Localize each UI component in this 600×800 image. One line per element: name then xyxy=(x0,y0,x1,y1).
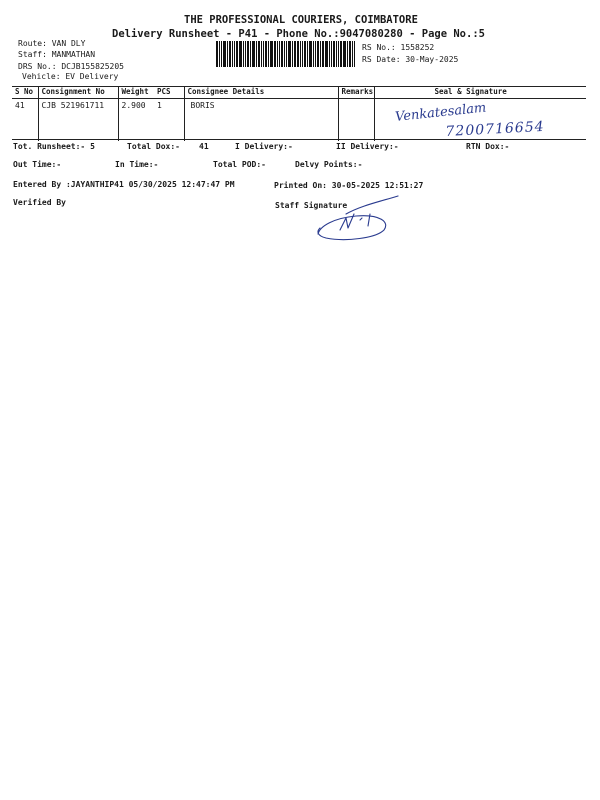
delvy-points: Delvy Points:- xyxy=(295,160,363,169)
barcode-bar xyxy=(256,41,257,67)
cell-remarks xyxy=(338,99,374,142)
staff-signature-label: Staff Signature xyxy=(275,201,348,210)
col-header-remarks: Remarks xyxy=(338,87,374,99)
receiver-phone-handwriting: 7200716654 xyxy=(445,118,545,140)
rs-number: RS No.: 1558252 xyxy=(362,43,435,52)
barcode-bar xyxy=(313,41,314,67)
barcode-bar xyxy=(268,41,269,67)
barcode-bar xyxy=(352,41,353,67)
barcode-bar xyxy=(229,41,231,67)
barcode-bar xyxy=(322,41,324,67)
barcode-bar xyxy=(216,41,218,67)
barcode-bar xyxy=(250,41,251,67)
barcode-bar xyxy=(288,41,291,67)
barcode-bar xyxy=(349,41,351,67)
barcode-bar xyxy=(297,41,299,67)
total-pod: Total POD:- xyxy=(213,160,266,169)
cell-weight: 2.900 xyxy=(118,99,154,142)
barcode-bar xyxy=(227,41,228,67)
barcode-bar xyxy=(277,41,278,67)
verified-by: Verified By xyxy=(13,198,66,207)
rtn-dox: RTN Dox:- xyxy=(466,142,510,151)
barcode-bar xyxy=(219,41,220,67)
barcode-bar xyxy=(300,41,301,67)
col-header-consignment: Consignment No xyxy=(38,87,118,99)
i-delivery: I Delivery:- xyxy=(235,142,293,151)
barcode-bar xyxy=(284,41,285,67)
total-dox-value: 41 xyxy=(199,142,209,151)
barcode-bar xyxy=(294,41,296,67)
cell-consignee: BORIS xyxy=(184,99,338,142)
barcode-bar xyxy=(263,41,264,67)
barcode-bar xyxy=(252,41,255,67)
col-header-consignee: Consignee Details xyxy=(184,87,338,99)
table-bottom-rule xyxy=(12,139,586,140)
barcode-bar xyxy=(221,41,222,67)
col-header-seal: Seal & Signature xyxy=(374,87,586,99)
barcode-bar xyxy=(265,41,267,67)
barcode-bar xyxy=(354,41,355,67)
barcode-bar xyxy=(243,41,244,67)
barcode-bar xyxy=(343,41,346,67)
barcode-bar xyxy=(320,41,321,67)
barcode-bar xyxy=(302,41,303,67)
barcode-bar xyxy=(307,41,308,67)
barcode-bar xyxy=(261,41,262,67)
col-header-pcs: PCS xyxy=(154,87,184,99)
barcode-bar xyxy=(281,41,283,67)
out-time: Out Time:- xyxy=(13,160,62,169)
company-title: THE PROFESSIONAL COURIERS, COIMBATORE xyxy=(184,14,418,26)
barcode-bar xyxy=(258,41,260,67)
table-header-row xyxy=(12,87,586,99)
barcode-bar xyxy=(274,41,276,67)
vehicle-label: Vehicle: EV Delivery xyxy=(22,72,119,81)
barcode-bar xyxy=(286,41,287,67)
staff-label: Staff: MANMATHAN xyxy=(18,50,96,59)
in-time: In Time:- xyxy=(115,160,159,169)
barcode-bar xyxy=(333,41,335,67)
barcode-bar xyxy=(245,41,246,67)
barcode-bar xyxy=(232,41,233,67)
barcode-bar xyxy=(292,41,293,67)
drs-number: DRS No.: DCJB155825205 xyxy=(18,62,124,71)
barcode-bar xyxy=(247,41,249,67)
cell-pcs: 1 xyxy=(157,101,162,110)
staff-signature-scribble xyxy=(316,196,406,246)
entered-by: Entered By :JAYANTHIP41 05/30/2025 12:47:47 PM xyxy=(13,180,235,189)
runsheet-title: Delivery Runsheet - P41 - Phone No.:9047080280 - Page No.:5 xyxy=(112,28,485,40)
barcode-bar xyxy=(315,41,316,67)
col-header-sno: S No xyxy=(12,87,38,99)
barcode-bar xyxy=(304,41,306,67)
ii-delivery: II Delivery:- xyxy=(336,142,399,151)
barcode-bar xyxy=(336,41,337,67)
cell-sno: 41 xyxy=(15,101,25,110)
rs-date: RS Date: 30-May-2025 xyxy=(362,55,459,64)
barcode-bar xyxy=(239,41,242,67)
receiver-handwriting: Venkatesalam xyxy=(394,100,487,125)
barcode-bar xyxy=(347,41,348,67)
barcode-bar xyxy=(317,41,319,67)
tot-runsheet: Tot. Runsheet:- 5 xyxy=(13,142,95,151)
barcode-bar xyxy=(270,41,273,67)
cell-consignment: CJB 521961711 xyxy=(38,99,118,142)
barcode-bar xyxy=(223,41,226,67)
barcode-bar xyxy=(340,41,342,67)
barcode-bar xyxy=(279,41,280,67)
barcode-bar xyxy=(234,41,235,67)
barcode-bar xyxy=(331,41,332,67)
barcode-bar xyxy=(309,41,312,67)
route-label: Route: VAN DLY xyxy=(18,39,86,48)
col-header-weight: Weight xyxy=(118,87,154,99)
printed-on: Printed On: 30-05-2025 12:51:27 xyxy=(274,181,424,190)
barcode-bar xyxy=(325,41,328,67)
barcode-bar xyxy=(329,41,330,67)
barcode-bar xyxy=(338,41,339,67)
barcode xyxy=(216,41,356,67)
total-dox-label: Total Dox:- xyxy=(127,142,180,151)
barcode-bar xyxy=(236,41,238,67)
